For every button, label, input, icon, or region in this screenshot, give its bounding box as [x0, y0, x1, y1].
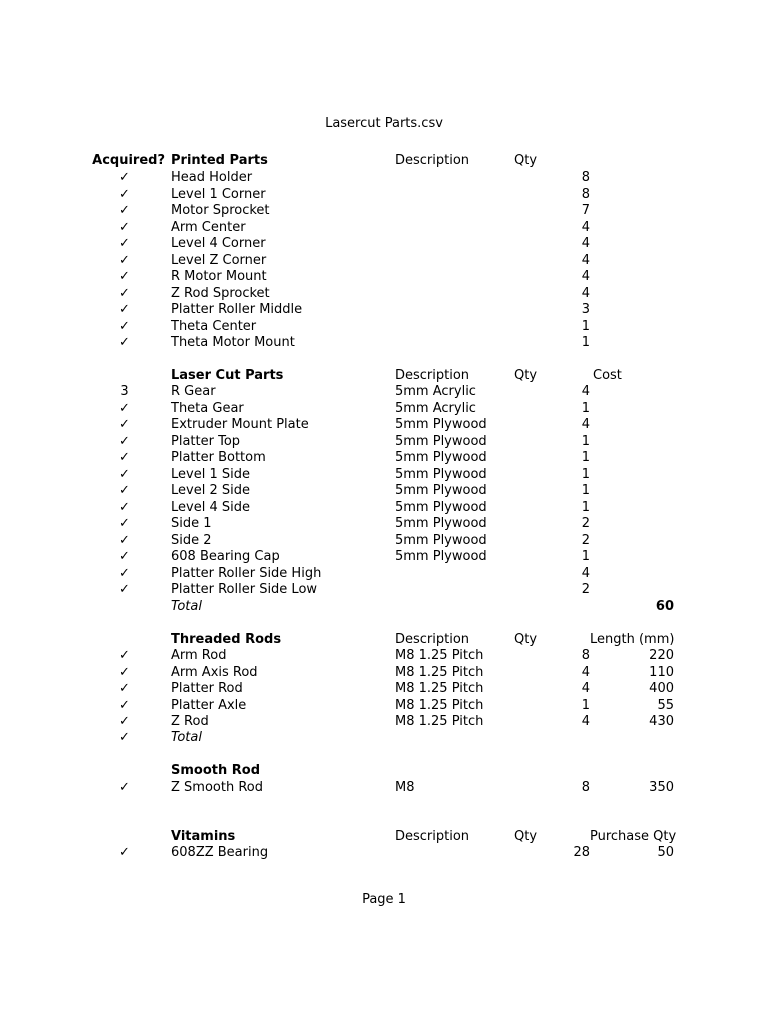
qty-cell: 4	[581, 252, 590, 268]
part-name-cell: Platter Roller Side High	[171, 565, 322, 581]
table-row	[0, 253, 768, 270]
qty-cell: 1	[581, 433, 590, 449]
description-cell: 5mm Plywood	[395, 466, 487, 482]
description-cell: 5mm Plywood	[395, 532, 487, 548]
acquired-cell: ✓	[119, 681, 130, 696]
part-name-cell: Platter Axle	[171, 697, 247, 713]
part-name-cell: Extruder Mount Plate	[171, 417, 309, 432]
part-name-cell: Motor Sprocket	[171, 203, 270, 218]
acquired-cell: ✓	[119, 433, 130, 449]
acquired-cell: ✓	[119, 565, 130, 581]
qty-cell: 28	[573, 845, 590, 860]
laser-cut-total-row	[0, 599, 768, 616]
qty-cell: 1	[581, 483, 590, 498]
part-name-cell: Level 4 Side	[171, 499, 250, 515]
acquired-cell: ✓	[119, 466, 130, 482]
qty-column-header: Qty	[514, 368, 538, 383]
part-name-cell: Head Holder	[171, 170, 253, 185]
part-name-cell: Level Z Corner	[171, 252, 267, 268]
laser-cut-parts-heading: Laser Cut Parts	[171, 368, 284, 383]
length-cell: 55	[657, 697, 674, 713]
threaded-rods-heading: Threaded Rods	[171, 632, 282, 647]
qty-column-header: Qty	[514, 632, 538, 647]
qty-cell: 4	[581, 664, 590, 680]
table-row	[0, 269, 768, 286]
part-name-cell: Arm Center	[171, 219, 246, 235]
acquired-cell: ✓	[119, 714, 130, 729]
table-row	[0, 319, 768, 336]
table-row	[0, 467, 768, 484]
qty-cell: 4	[581, 565, 590, 581]
qty-cell: 8	[581, 170, 590, 185]
acquired-cell: ✓	[119, 516, 130, 531]
description-cell: M8 1.25 Pitch	[395, 697, 484, 713]
qty-cell: 8	[581, 648, 590, 663]
qty-cell: 1	[581, 450, 590, 465]
part-name-cell: Level 1 Side	[171, 466, 250, 482]
table-row	[0, 483, 768, 500]
part-name-cell: Theta Motor Mount	[171, 335, 295, 350]
description-column-header: Description	[395, 368, 470, 383]
table-row	[0, 533, 768, 550]
printed-parts-header-row	[0, 153, 768, 170]
description-cell: M8 1.25 Pitch	[395, 648, 484, 663]
description-cell: M8	[395, 780, 415, 795]
qty-cell: 4	[581, 681, 590, 696]
table-row	[0, 450, 768, 467]
vitamins-heading: Vitamins	[171, 829, 236, 844]
table-row	[0, 335, 768, 352]
part-name-cell: Arm Axis Rod	[171, 664, 258, 680]
acquired-cell: 3	[120, 384, 129, 399]
description-cell: 5mm Plywood	[395, 433, 487, 449]
part-name-cell: 608ZZ Bearing	[171, 845, 269, 860]
table-row	[0, 236, 768, 253]
qty-column-header: Qty	[514, 829, 538, 844]
acquired-cell: ✓	[119, 499, 130, 515]
description-cell: 5mm Plywood	[395, 483, 487, 498]
acquired-cell: ✓	[119, 285, 130, 301]
description-cell: M8 1.25 Pitch	[395, 714, 484, 729]
qty-cell: 8	[581, 780, 590, 795]
acquired-cell: ✓	[119, 302, 130, 317]
qty-cell: 2	[581, 582, 590, 597]
table-row	[0, 698, 768, 715]
table-row	[0, 434, 768, 451]
acquired-cell: ✓	[119, 417, 130, 432]
vitamins-header-row	[0, 829, 768, 846]
table-row	[0, 648, 768, 665]
qty-cell: 1	[581, 549, 590, 564]
acquired-cell: ✓	[119, 483, 130, 498]
page-title: Lasercut Parts.csv	[325, 116, 443, 131]
length-cell: 350	[649, 780, 674, 795]
qty-cell: 3	[581, 302, 590, 317]
acquired-cell: ✓	[119, 664, 130, 680]
total-label: Total	[171, 599, 202, 614]
description-cell: 5mm Plywood	[395, 516, 487, 531]
table-row	[0, 582, 768, 599]
part-name-cell: Level 2 Side	[171, 483, 250, 498]
description-cell: 5mm Acrylic	[395, 384, 476, 399]
description-cell: 5mm Plywood	[395, 417, 487, 432]
part-name-cell: Z Smooth Rod	[171, 780, 263, 795]
table-row	[0, 170, 768, 187]
part-name-cell: Z Rod Sprocket	[171, 285, 270, 301]
threaded-rods-header-row	[0, 632, 768, 649]
description-cell: 5mm Plywood	[395, 450, 487, 465]
length-cell: 220	[649, 648, 674, 663]
total-label: Total	[171, 730, 202, 745]
qty-cell: 8	[581, 186, 590, 202]
acquired-cell: ✓	[119, 186, 130, 202]
table-row	[0, 566, 768, 583]
table-row	[0, 302, 768, 319]
acquired-column-header: Acquired?	[92, 153, 165, 168]
length-cell: 110	[649, 664, 674, 680]
cost-column-header: Cost	[593, 368, 622, 383]
acquired-cell: ✓	[119, 252, 130, 268]
length-column-header: Length (mm)	[590, 632, 675, 647]
description-column-header: Description	[395, 153, 470, 168]
check-mark: ✓	[119, 730, 130, 745]
qty-cell: 2	[581, 532, 590, 548]
smooth-rod-header-row	[0, 763, 768, 780]
qty-cell: 1	[581, 335, 590, 350]
table-row	[0, 417, 768, 434]
page-number: Page 1	[362, 892, 406, 907]
qty-cell: 4	[581, 285, 590, 301]
part-name-cell: Level 1 Corner	[171, 186, 266, 202]
description-cell: M8 1.25 Pitch	[395, 681, 484, 696]
table-row	[0, 549, 768, 566]
laser-cut-header-row	[0, 368, 768, 385]
length-cell: 400	[649, 681, 674, 696]
acquired-cell: ✓	[119, 582, 130, 597]
qty-cell: 4	[581, 714, 590, 729]
purchase-cell: 50	[657, 845, 674, 860]
part-name-cell: Platter Roller Middle	[171, 302, 303, 317]
acquired-cell: ✓	[119, 697, 130, 713]
qty-cell: 4	[581, 219, 590, 235]
acquired-cell: ✓	[119, 780, 130, 795]
part-name-cell: R Gear	[171, 384, 216, 399]
acquired-cell: ✓	[119, 648, 130, 663]
table-row	[0, 500, 768, 517]
acquired-cell: ✓	[119, 236, 130, 251]
part-name-cell: Arm Rod	[171, 648, 227, 663]
part-name-cell: Level 4 Corner	[171, 236, 266, 251]
part-name-cell: Platter Roller Side Low	[171, 582, 318, 597]
part-name-cell: Platter Bottom	[171, 450, 266, 465]
acquired-cell: ✓	[119, 450, 130, 465]
qty-cell: 1	[581, 318, 590, 334]
description-cell: 5mm Plywood	[395, 499, 487, 515]
table-row	[0, 384, 768, 401]
description-cell: 5mm Plywood	[395, 549, 487, 564]
table-row	[0, 516, 768, 533]
description-column-header: Description	[395, 829, 470, 844]
acquired-cell: ✓	[119, 203, 130, 218]
qty-cell: 1	[581, 697, 590, 713]
qty-cell: 4	[581, 384, 590, 399]
table-row	[0, 286, 768, 303]
smooth-rod-heading: Smooth Rod	[171, 763, 261, 778]
length-cell: 430	[649, 714, 674, 729]
qty-cell: 2	[581, 516, 590, 531]
table-row	[0, 780, 768, 797]
table-row	[0, 220, 768, 237]
table-row	[0, 845, 768, 862]
table-row	[0, 401, 768, 418]
part-name-cell: Theta Gear	[171, 400, 244, 416]
part-name-cell: Z Rod	[171, 714, 209, 729]
table-row	[0, 681, 768, 698]
acquired-cell: ✓	[119, 532, 130, 548]
part-name-cell: Theta Center	[171, 318, 257, 334]
acquired-cell: ✓	[119, 269, 130, 284]
purchase-qty-column-header: Purchase Qty	[590, 829, 677, 844]
table-row	[0, 187, 768, 204]
qty-cell: 4	[581, 417, 590, 432]
table-row	[0, 665, 768, 682]
description-cell: M8 1.25 Pitch	[395, 664, 484, 680]
qty-column-header: Qty	[514, 153, 538, 168]
part-name-cell: R Motor Mount	[171, 269, 267, 284]
qty-cell: 1	[581, 466, 590, 482]
part-name-cell: Side 2	[171, 532, 212, 548]
acquired-cell: ✓	[119, 318, 130, 334]
part-name-cell: 608 Bearing Cap	[171, 549, 280, 564]
qty-cell: 4	[581, 269, 590, 284]
acquired-cell: ✓	[119, 335, 130, 350]
qty-cell: 1	[581, 499, 590, 515]
total-cost-value: 60	[655, 599, 674, 614]
table-row	[0, 203, 768, 220]
printed-parts-heading: Printed Parts	[171, 153, 268, 168]
acquired-cell: ✓	[119, 219, 130, 235]
part-name-cell: Platter Rod	[171, 681, 243, 696]
table-row	[0, 714, 768, 731]
qty-cell: 4	[581, 236, 590, 251]
threaded-rods-total-row	[0, 730, 768, 747]
qty-cell: 7	[581, 203, 590, 218]
part-name-cell: Platter Top	[171, 433, 241, 449]
qty-cell: 1	[581, 400, 590, 416]
acquired-cell: ✓	[119, 170, 130, 185]
description-cell: 5mm Acrylic	[395, 400, 476, 416]
acquired-cell: ✓	[119, 845, 130, 860]
acquired-cell: ✓	[119, 549, 130, 564]
description-column-header: Description	[395, 632, 470, 647]
acquired-cell: ✓	[119, 400, 130, 416]
part-name-cell: Side 1	[171, 516, 212, 531]
